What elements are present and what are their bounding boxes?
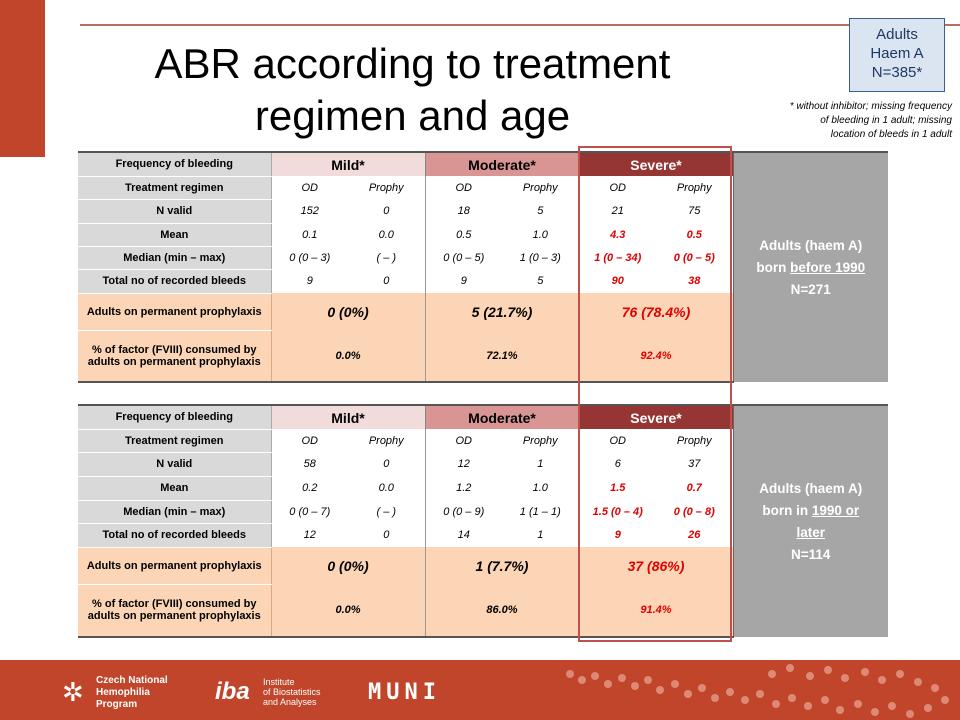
- population-badge: [849, 18, 945, 92]
- mean-cell: 0.2: [302, 482, 318, 494]
- regimen-od: OD: [425, 176, 502, 199]
- median-cell-severe: 0 (0 – 5): [673, 251, 715, 264]
- row-label-factor-consumed: % of factor (FVIII) consumed by adults on permanent prophylaxis: [78, 330, 271, 382]
- row-label-total-bleeds: Total no of recorded bleeds: [78, 523, 271, 547]
- n-valid-cell: 5: [537, 205, 544, 217]
- muni-logo: MUNI: [368, 680, 441, 705]
- mean-cell-severe: 1.5: [579, 476, 656, 500]
- median-cell: 0 (0 – 9): [425, 500, 502, 523]
- n-valid-cell: 1: [537, 458, 544, 470]
- total-bleeds-cell: 1: [537, 529, 544, 541]
- total-bleeds-cell: 0: [383, 275, 390, 287]
- factor-consumed-mild: 0.0%: [271, 330, 425, 382]
- row-label-median: Median (min – max): [78, 246, 271, 269]
- row-label-median: Median (min – max): [78, 500, 271, 523]
- czech-logo-text: Czech National Hemophilia Program: [96, 675, 168, 710]
- title-line-2: regimen and age: [254, 92, 571, 139]
- total-bleeds-cell-severe: 26: [688, 529, 701, 541]
- perm-prophylaxis-mild: 0 (0%): [271, 293, 425, 330]
- total-bleeds-cell: 9: [425, 269, 502, 293]
- regimen-od: OD: [301, 181, 318, 194]
- iba-mark: iba: [215, 678, 250, 705]
- regimen-prophy: Prophy: [676, 181, 712, 194]
- row-label-permanent-prophylaxis: Adults on permanent prophylaxis: [78, 547, 271, 584]
- total-bleeds-cell-severe: 90: [579, 269, 656, 293]
- left-accent-bar: [0, 0, 45, 157]
- n-valid-cell: 0: [383, 458, 390, 470]
- group-header-severe: Severe*: [579, 405, 733, 429]
- regimen-od: OD: [579, 176, 656, 199]
- row-label-n-valid: N valid: [78, 452, 271, 476]
- n-valid-cell: 37: [688, 458, 701, 470]
- row-label-regimen: Treatment regimen: [78, 176, 271, 199]
- footnote-line-1: * without inhibitor; missing frequency: [789, 101, 952, 112]
- perm-prophylaxis-severe: 76 (78.4%): [579, 293, 733, 330]
- n-valid-cell: 152: [300, 205, 319, 217]
- regimen-prophy: Prophy: [522, 434, 558, 447]
- median-cell: 1 (1 – 1): [519, 505, 561, 518]
- mean-cell-severe: 0.7: [686, 482, 702, 494]
- median-cell: ( – ): [376, 251, 397, 264]
- n-valid-cell: 0: [383, 205, 390, 217]
- n-valid-cell: 6: [579, 452, 656, 476]
- regimen-prophy: Prophy: [676, 434, 712, 447]
- perm-prophylaxis-moderate: 5 (21.7%): [425, 293, 579, 330]
- group-header-mild: Mild*: [271, 152, 425, 176]
- mean-cell: 0.0: [378, 228, 394, 241]
- n-valid-cell: 58: [303, 458, 316, 470]
- median-cell: 0 (0 – 7): [289, 505, 331, 518]
- badge-line-2: Haem A: [870, 45, 924, 62]
- perm-prophylaxis-severe: 37 (86%): [579, 547, 733, 584]
- factor-consumed-moderate: 86.0%: [425, 584, 579, 637]
- regimen-od: OD: [579, 429, 656, 452]
- group-header-mild: Mild*: [271, 405, 425, 429]
- footnote-line-3: location of bleeds in 1 adult: [830, 129, 952, 140]
- median-cell: 0 (0 – 5): [425, 246, 502, 269]
- median-cell-severe: 1.5 (0 – 4): [579, 500, 656, 523]
- row-label-factor-consumed: % of factor (FVIII) consumed by adults on permanent prophylaxis: [78, 584, 271, 637]
- row-label-frequency: Frequency of bleeding: [78, 152, 271, 176]
- row-label-total-bleeds: Total no of recorded bleeds: [78, 269, 271, 293]
- perm-prophylaxis-mild: 0 (0%): [271, 547, 425, 584]
- group-header-severe: Severe*: [579, 152, 733, 176]
- footnote-line-2: of bleeding in 1 adult; missing: [820, 115, 952, 126]
- total-bleeds-cell: 9: [306, 275, 313, 287]
- total-bleeds-cell: 5: [537, 275, 544, 287]
- n-valid-cell: 75: [688, 205, 701, 217]
- median-cell-severe: 1 (0 – 34): [579, 246, 656, 269]
- n-valid-cell: 12: [425, 452, 502, 476]
- factor-consumed-moderate: 72.1%: [425, 330, 579, 382]
- mean-cell: 1.0: [532, 228, 548, 241]
- total-bleeds-cell-severe: 9: [579, 523, 656, 547]
- median-cell: 1 (0 – 3): [519, 251, 561, 264]
- side-panel-born-1990-or-later: Adults (haem A) born in 1990 or later N=114: [733, 405, 888, 637]
- group-header-moderate: Moderate*: [425, 152, 579, 176]
- group-header-moderate: Moderate*: [425, 405, 579, 429]
- abr-table-born-before-1990: [78, 151, 888, 383]
- mean-cell: 0.0: [378, 482, 394, 494]
- row-label-mean: Mean: [78, 223, 271, 246]
- mean-cell: 0.1: [302, 228, 318, 241]
- network-icon: ✲: [62, 677, 84, 707]
- n-valid-cell: 21: [579, 199, 656, 223]
- total-bleeds-cell-severe: 38: [688, 275, 701, 287]
- regimen-prophy: Prophy: [522, 181, 558, 194]
- decorative-dots: [540, 660, 960, 720]
- row-label-frequency: Frequency of bleeding: [78, 405, 271, 429]
- total-bleeds-cell: 12: [303, 529, 316, 541]
- mean-cell: 1.2: [425, 476, 502, 500]
- side-panel-born-before-1990: Adults (haem A) born before 1990 N=271: [733, 152, 888, 382]
- mean-cell-severe: 4.3: [579, 223, 656, 246]
- title-rule: [80, 24, 960, 26]
- factor-consumed-severe: 92.4%: [579, 330, 733, 382]
- regimen-prophy: Prophy: [368, 434, 404, 447]
- row-label-regimen: Treatment regimen: [78, 429, 271, 452]
- mean-cell: 1.0: [532, 482, 548, 494]
- row-label-mean: Mean: [78, 476, 271, 500]
- median-cell: 0 (0 – 3): [289, 251, 331, 264]
- n-valid-cell: 18: [425, 199, 502, 223]
- title-line-1: ABR according to treatment: [154, 40, 671, 87]
- footnote: [740, 100, 952, 142]
- perm-prophylaxis-moderate: 1 (7.7%): [425, 547, 579, 584]
- iba-logo-text: Institute of Biostatistics and Analyses: [263, 677, 321, 707]
- page-title: [80, 38, 745, 142]
- factor-consumed-severe: 91.4%: [579, 584, 733, 637]
- total-bleeds-cell: 14: [425, 523, 502, 547]
- abr-table-born-1990-or-later: [78, 404, 888, 638]
- mean-cell: 0.5: [425, 223, 502, 246]
- regimen-od: OD: [301, 434, 318, 447]
- median-cell: ( – ): [376, 505, 397, 518]
- total-bleeds-cell: 0: [383, 529, 390, 541]
- median-cell-severe: 0 (0 – 8): [673, 505, 715, 518]
- row-label-permanent-prophylaxis: Adults on permanent prophylaxis: [78, 293, 271, 330]
- regimen-od: OD: [425, 429, 502, 452]
- badge-line-1: Adults: [876, 26, 918, 43]
- row-label-n-valid: N valid: [78, 199, 271, 223]
- mean-cell-severe: 0.5: [686, 228, 702, 241]
- badge-line-3: N=385*: [871, 64, 923, 81]
- factor-consumed-mild: 0.0%: [271, 584, 425, 637]
- regimen-prophy: Prophy: [368, 181, 404, 194]
